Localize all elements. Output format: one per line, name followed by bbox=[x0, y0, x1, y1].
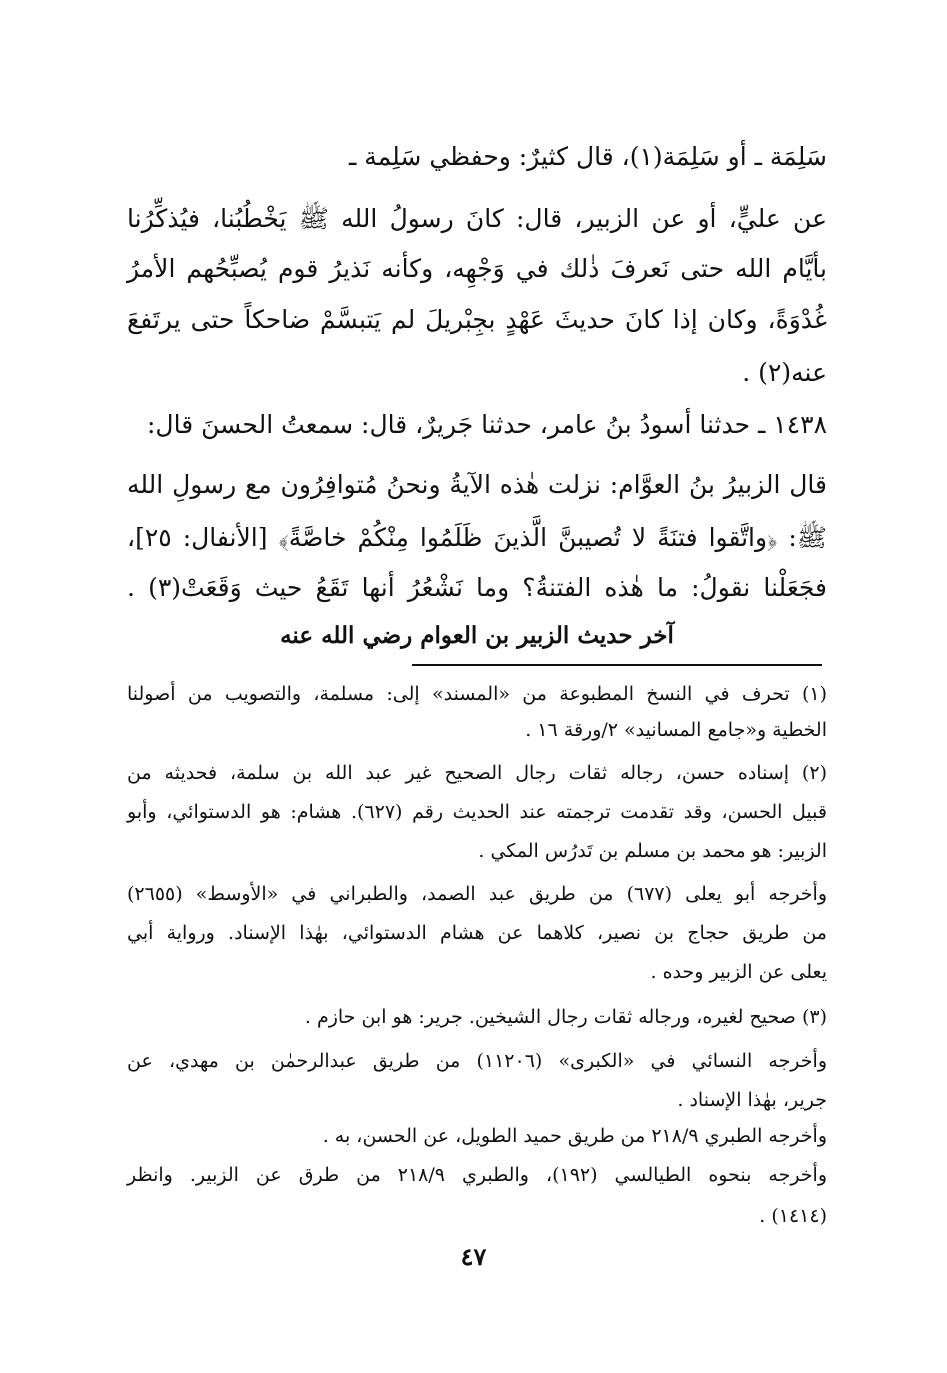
footnote-line: جرير، بهٰذا الإسناد . bbox=[677, 1089, 827, 1111]
footnote-line: من طريق حجاج بن نصير، كلاهما عن هشام الدستوائي، بهٰذا الإسناد. ورواية أبي bbox=[127, 922, 827, 944]
quran-verse-line: ﷺ: ﴿واتَّقوا فتنَةً لا تُصيبنَّ الَّذينَ ظَلَمُوا مِنْكُمْ خاصَّةً﴾ [الأنفال: ٢٥]، bbox=[127, 523, 827, 552]
footnote-line: وأخرجه أبو يعلى (٦٧٧) من طريق عبد الصمد، والطبراني في «الأوسط» (٢٦٥٥) bbox=[127, 883, 828, 905]
footnote-line: الخطية و«جامع المسانيد» ٢/ورقة ١٦ . bbox=[525, 719, 827, 741]
footnote-line: (٢) إسناده حسن، رجاله ثقات رجال الصحيح غير عبد الله بن سلمة، فحديثه من bbox=[127, 762, 827, 784]
footnote-line: يعلى عن الزبير وحده . bbox=[650, 961, 827, 983]
section-closing-heading: آخر حديث الزبير بن العوام رضي الله عنه bbox=[280, 622, 674, 649]
page-number: ٤٧ bbox=[460, 1242, 487, 1271]
footnote-line: وأخرجه النسائي في «الكبرى» (١١٢٠٦) من طريق عبدالرحمٰن بن مهدي، عن bbox=[127, 1050, 827, 1072]
text-line-7: قال الزبيرُ بنُ العوَّام: نزلت هٰذه الآيةُ ونحنُ مُتوافِرُون مع رسولِ الله bbox=[127, 470, 827, 499]
footnote-line: الزبير: هو محمد بن مسلم بن تَدرُس المكي . bbox=[478, 840, 827, 862]
text-line-9: فجَعَلْنا نقولُ: ما هٰذه الفتنةُ؟ وما نَشْعُرُ أنها تَقَعُ حيث وَقَعَتْ(٣) . bbox=[127, 573, 827, 602]
text-line-2: عن عليٍّ، أو عن الزبير، قال: كانَ رسولُ الله ﷺ يَخْطُبُنا، فيُذكِّرُنا bbox=[127, 204, 827, 233]
footnote-line: (١٤١٤) . bbox=[759, 1205, 827, 1227]
text-line-4: غُدْوَةً، وكان إذا كانَ حديثَ عَهْدٍ بجِبْريلَ لم يَتبسَّمْ ضاحكاً حتى يرتَفعَ bbox=[127, 305, 827, 334]
footnote-line: (٣) صحيح لغيره، ورجاله ثقات رجال الشيخين. جرير: هو ابن حازم . bbox=[304, 1006, 827, 1028]
footnote-separator bbox=[412, 664, 822, 666]
footnote-line: وأخرجه بنحوه الطيالسي (١٩٢)، والطبري ٢١٨/٩ من طرق عن الزبير. وانظر bbox=[127, 1164, 827, 1186]
text-line-3: بأيَّام الله حتى نَعرفَ ذٰلك في وَجْهِه، وكأنه نَذيرُ قوم يُصبِّحُهم الأمرُ bbox=[127, 254, 827, 283]
text-line-1: سَلِمَة ـ أو سَلِمَة(١)، قال كثيرٌ: وحفظي سَلِمة ـ bbox=[349, 142, 827, 171]
hadith-number-line: ١٤٣٨ ـ حدثنا أسودُ بنُ عامر، حدثنا جَريرٌ، قال: سمعتُ الحسنَ قال: bbox=[147, 410, 827, 439]
footnote-line: قبيل الحسن، وقد تقدمت ترجمته عند الحديث رقم (٦٢٧). هشام: هو الدستوائي، وأبو bbox=[127, 801, 827, 823]
text-line-5: عنه(٢) . bbox=[742, 358, 827, 387]
footnote-line: (١) تحرف في النسخ المطبوعة من «المسند» إلى: مسلمة، والتصويب من أصولنا bbox=[127, 683, 827, 705]
footnote-line: وأخرجه الطبري ٢١٨/٩ من طريق حميد الطويل، عن الحسن، به . bbox=[322, 1125, 827, 1147]
